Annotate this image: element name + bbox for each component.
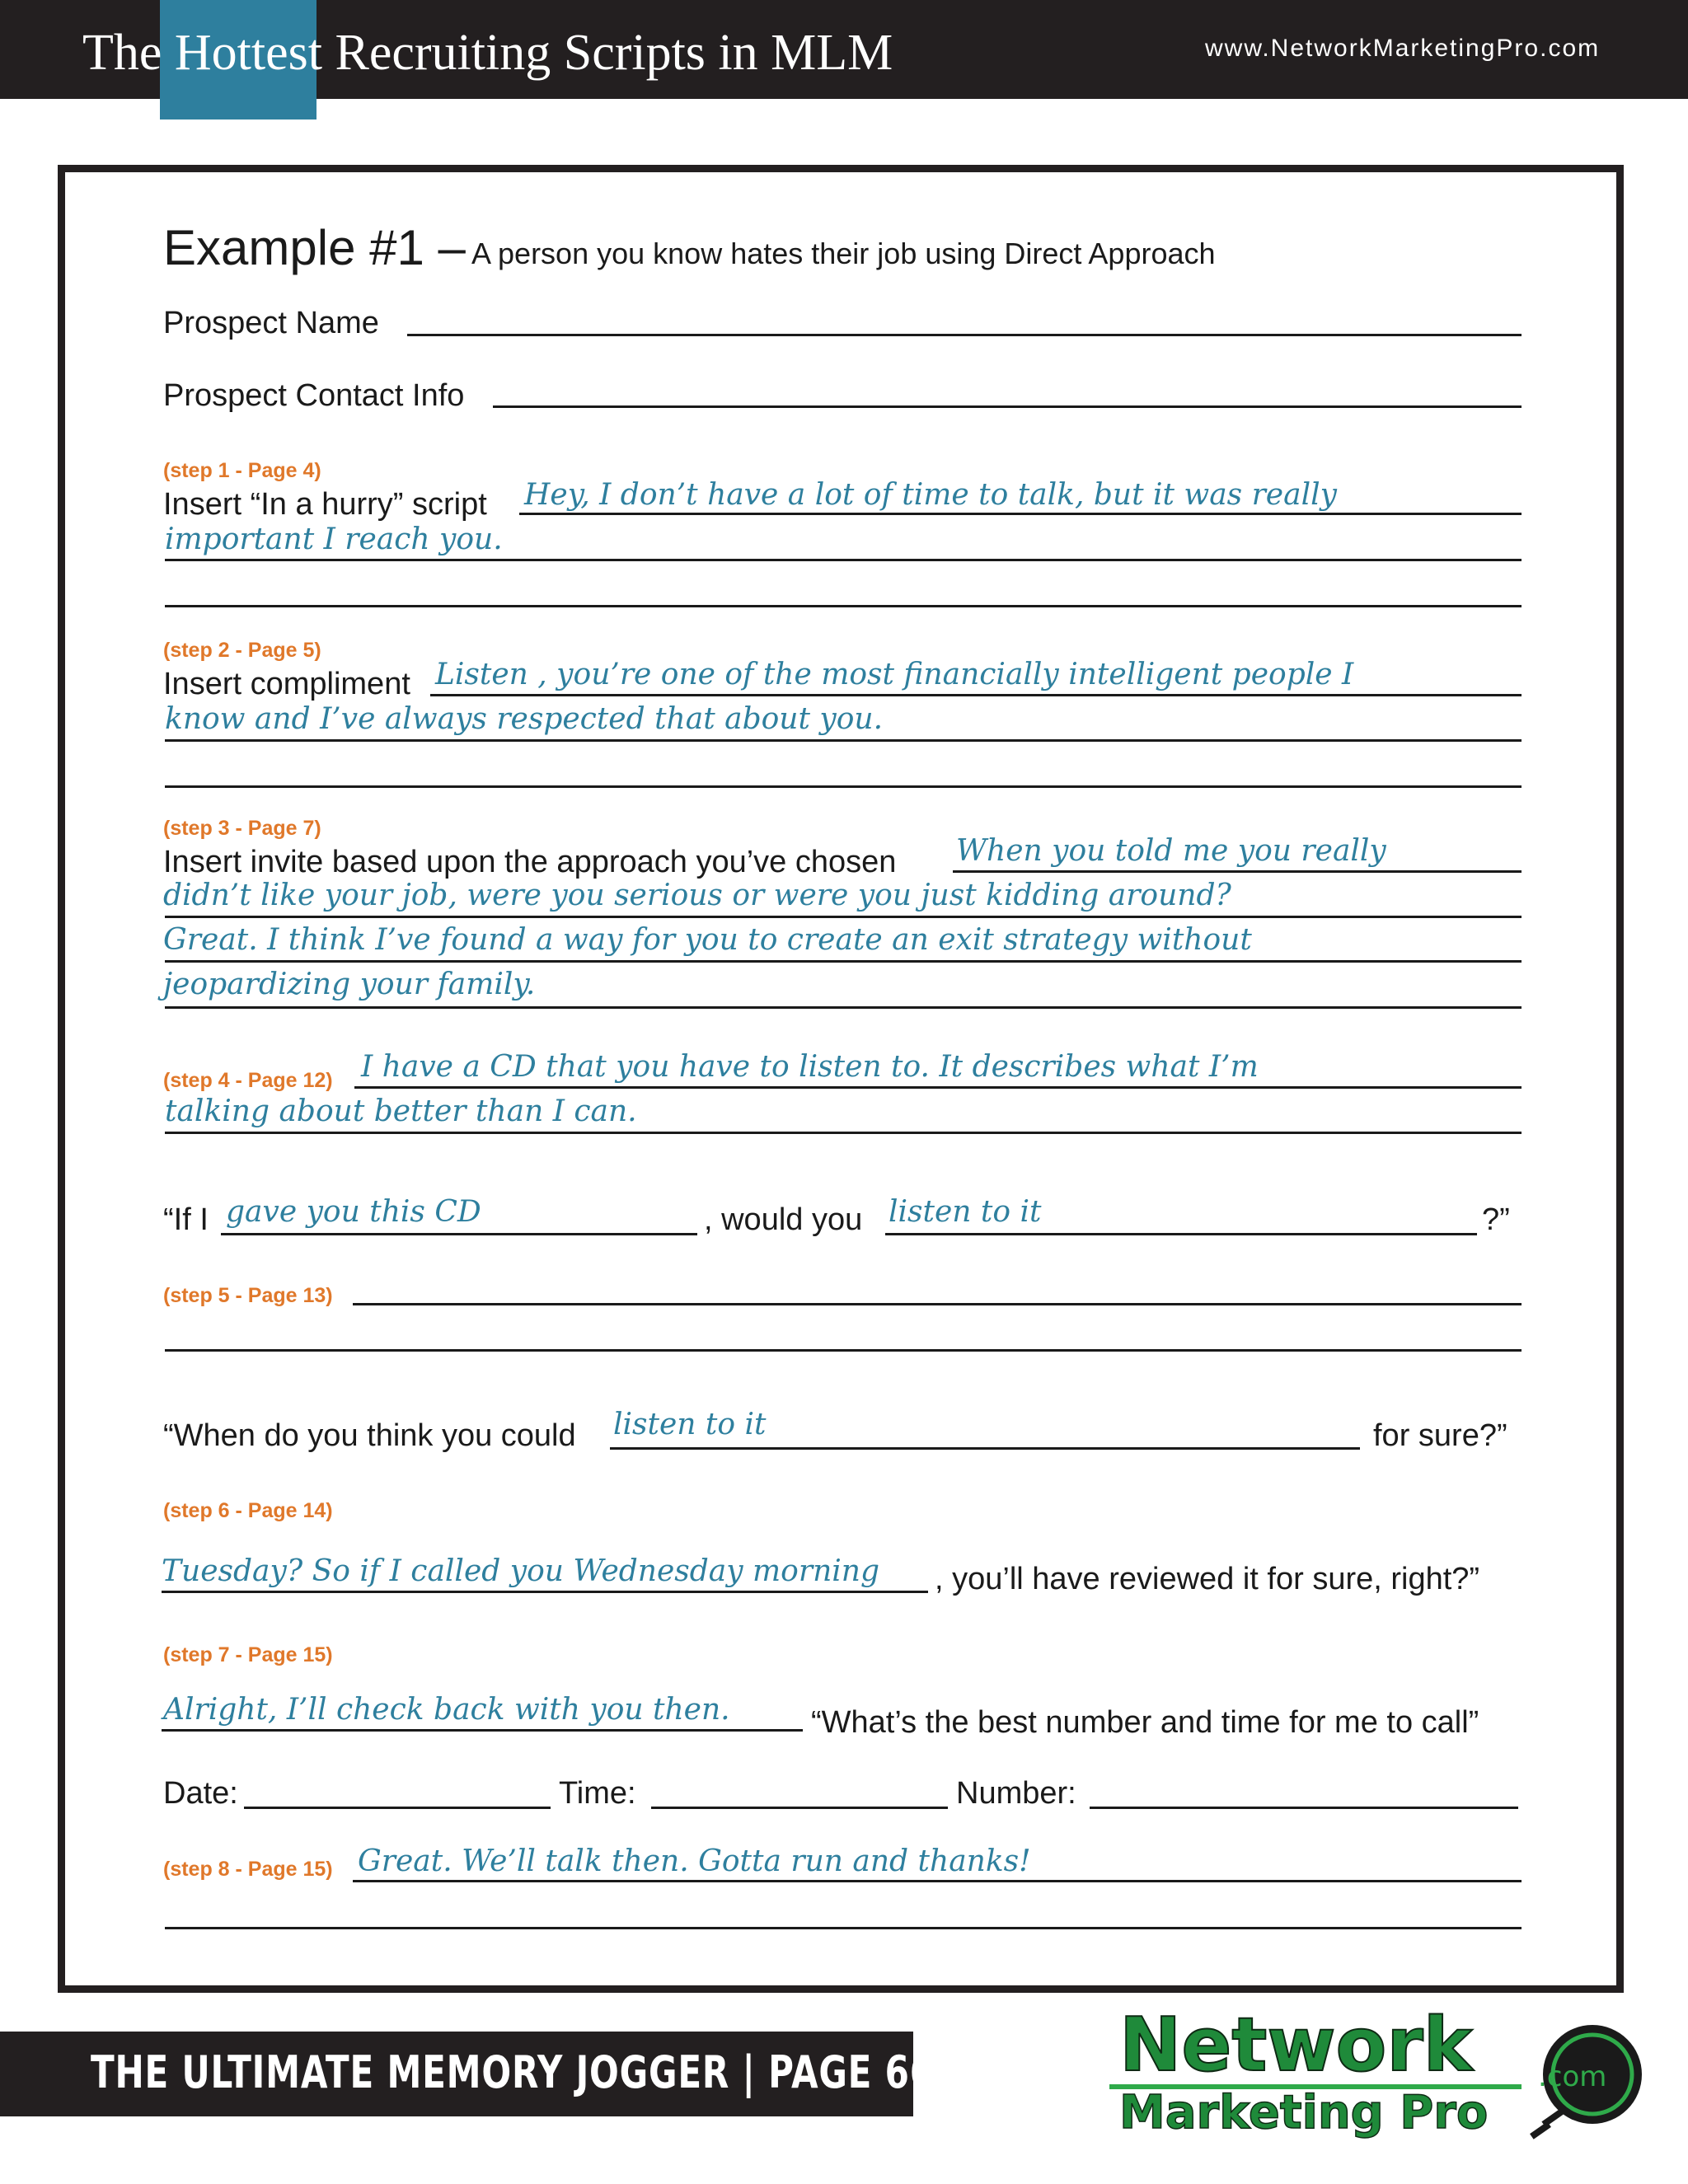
step-8-answer-line-1: Great. We’ll talk then. Gotta run and thanks! [358,1844,1031,1878]
step-3-answer-line-1: When you told me you really [956,834,1386,868]
step-5-field-line-2[interactable] [165,1349,1522,1352]
step-3-field-line-3[interactable] [165,960,1522,963]
prospect-name-field[interactable] [407,334,1522,336]
step-1-label: (step 1 - Page 4) [163,459,321,482]
step-7-answer: Alright, I’ll check back with you then. [163,1693,730,1727]
logo-dot-com: .com [1538,2060,1607,2093]
time-label: Time: [559,1776,636,1811]
date-label: Date: [163,1776,238,1811]
if-line-field-1[interactable] [221,1233,697,1235]
if-line-post: ?” [1482,1202,1510,1237]
step-2-field-line-1[interactable] [430,694,1522,696]
step-3-answer-line-3: Great. I think I’ve found a way for you to create an exit strategy without [163,923,1252,957]
step-7-label: (step 7 - Page 15) [163,1643,333,1666]
step-6-answer: Tuesday? So if I called you Wednesday morning [162,1554,879,1588]
when-line-answer: listen to it [613,1408,767,1441]
step-5-label: (step 5 - Page 13) [163,1284,333,1307]
footer-page-label: THE ULTIMATE MEMORY JOGGER | PAGE 66 [91,2046,935,2098]
step-4-answer-line-2: talking about better than I can. [165,1094,637,1128]
step-6-field[interactable] [162,1591,928,1593]
step-1-field-line-3[interactable] [165,605,1522,607]
title-highlight: Hottest [174,25,322,81]
step-4-answer-line-1: I have a CD that you have to listen to. It describes what I’m [361,1050,1259,1084]
step-2-field-line-2[interactable] [165,739,1522,742]
title-pre: The [82,25,162,81]
when-line-field[interactable] [610,1447,1360,1450]
step-2-label: (step 2 - Page 5) [163,639,321,662]
step-1-field-line-1[interactable] [519,513,1522,515]
time-field[interactable] [651,1807,948,1809]
step-1-answer-line-2: important I reach you. [165,523,503,556]
site-url: www.NetworkMarketingPro.com [1205,35,1601,62]
step-4-field-line-1[interactable] [354,1086,1522,1089]
step-3-answer-line-4: jeopardizing your family. [163,968,536,1001]
step-1-answer-line-1: Hey, I don’t have a lot of time to talk, but it was really [524,478,1337,512]
step-2-field-line-3[interactable] [165,785,1522,788]
prospect-contact-label: Prospect Contact Info [163,378,465,413]
step-3-answer-line-2: didn’t like your job, were you serious or were you just kidding around? [163,879,1231,912]
when-line-post: for sure?” [1373,1418,1507,1453]
step-8-field-line-1[interactable] [353,1880,1522,1882]
if-line-mid: , would you [704,1202,863,1237]
if-line-pre: “If I [163,1202,209,1237]
date-field[interactable] [244,1807,551,1809]
step-1-prompt: Insert “In a hurry” script [163,487,487,522]
if-line-field-2[interactable] [885,1233,1477,1235]
logo-word-marketing-pro: Marketing Pro [1119,2086,1489,2139]
step-3-label: (step 3 - Page 7) [163,817,321,840]
step-3-field-line-1[interactable] [953,870,1522,873]
step-7-post: “What’s the best number and time for me to call” [811,1705,1479,1740]
step-3-prompt: Insert invite based upon the approach you’ve chosen [163,845,897,879]
step-2-answer-line-1: Listen , you’re one of the most financially intelligent people I [435,658,1354,691]
logo-tick-2 [1530,2121,1551,2139]
step-2-prompt: Insert compliment [163,667,410,701]
example-title [163,219,466,277]
step-4-field-line-2[interactable] [165,1132,1522,1134]
step-3-field-line-2[interactable] [165,916,1522,918]
step-1-field-line-2[interactable] [165,559,1522,561]
step-2-answer-line-2: know and I’ve always respected that about you. [165,702,884,736]
step-3-field-line-4[interactable] [165,1006,1522,1009]
step-8-field-line-2[interactable] [165,1927,1522,1929]
logo-word-network: Network [1119,2002,1473,2088]
number-label: Number: [956,1776,1076,1811]
step-7-field[interactable] [162,1729,803,1732]
step-6-label: (step 6 - Page 14) [163,1499,333,1522]
number-field[interactable] [1090,1807,1518,1809]
if-line-answer-1: gave you this CD [226,1195,481,1229]
example-number: Example #1 [163,220,424,275]
when-line-pre: “When do you think you could [163,1418,576,1453]
step-5-field-line-1[interactable] [353,1303,1522,1305]
page-header-title [82,21,893,84]
if-line-answer-2: listen to it [889,1195,1042,1229]
prospect-name-label: Prospect Name [163,306,379,340]
step-8-label: (step 8 - Page 15) [163,1858,333,1881]
example-subtitle: A person you know hates their job using Direct Approach [471,237,1216,270]
step-6-post: , you’ll have reviewed it for sure, right?” [935,1562,1480,1596]
prospect-contact-field[interactable] [493,405,1522,408]
step-4-label: (step 4 - Page 12) [163,1069,333,1092]
example-dash: – [438,220,466,275]
title-post: Recruiting Scripts in MLM [335,25,893,81]
